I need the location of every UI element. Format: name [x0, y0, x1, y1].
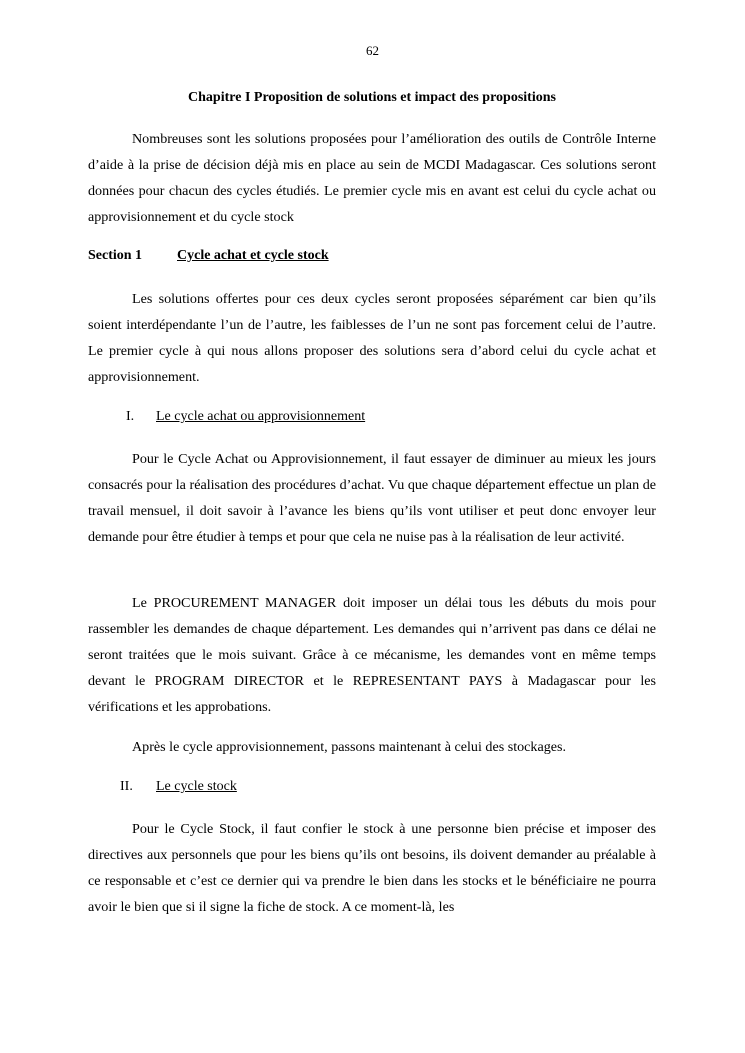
section-paragraph: Les solutions offertes pour ces deux cycles seront proposées séparément car bien qu’ils soient interdépendante l’un de l’autre, les faiblesses de l’un ne sont pas forcement celui de l’autre. Le premier cycle à qui nous allons proposer des solutions sera d’abord celui du cycle achat et approvisionnement. [88, 291, 656, 385]
section-heading [88, 247, 329, 265]
subsection-title: Le cycle achat ou approvisionnement [156, 409, 366, 424]
subsection-numeral: I. [126, 409, 135, 424]
paragraph-transition: Après le cycle approvisionnement, passons maintenant à celui des stockages. [132, 739, 567, 755]
subsection-heading-1 [126, 408, 366, 426]
subsection-heading-2 [120, 778, 237, 796]
paragraph-cycle-achat: Pour le Cycle Achat ou Approvisionnement, il faut essayer de diminuer au mieux les jours consacrés pour la réalisation des procédures d’achat. Vu que chaque département effectue un plan de travail mensuel, il doit savoir à l’avance les biens qu’ils vont utiliser et peut donc envoyer leur demande pour être étudier à temps et pour que cela ne nuise pas à la réalisation de leur activité. [88, 451, 656, 545]
chapter-title: Chapitre I Proposition de solutions et impact des propositions [188, 90, 556, 105]
section-title: Cycle achat et cycle stock [177, 248, 329, 263]
paragraph-procurement: Le PROCUREMENT MANAGER doit imposer un délai tous les débuts du mois pour rassembler les demandes de chaque département. Les demandes qui n’arrivent pas dans ce délai ne seront traitées que le mois suivant. Grâce à ce mécanisme, les demandes vont en même temps devant le PROGRAM DIRECTOR et le REPRESENTANT PAYS à Madagascar pour les vérifications et les approbations. [88, 595, 656, 715]
page-number: 62 [366, 43, 379, 58]
subsection-numeral: II. [120, 779, 133, 794]
paragraph-cycle-stock: Pour le Cycle Stock, il faut confier le stock à une personne bien précise et imposer des directives aux personnels que pour les biens qu’ils ont besoins, ils doivent demander au préalable à ce responsable et c’est ce dernier qui va prendre le bien dans les stocks et le bénéficiaire ne pourra avoir le bien que si il signe la fiche de stock. A ce moment-là, les [88, 821, 656, 915]
subsection-title: Le cycle stock [156, 779, 237, 794]
section-label: Section 1 [88, 248, 143, 263]
intro-paragraph: Nombreuses sont les solutions proposées pour l’amélioration des outils de Contrôle Interne d’aide à la prise de décision déjà mis en place au sein de MCDI Madagascar. Ces solutions seront données pour chacun des cycles étudiés. Le premier cycle mis en avant est celui du cycle achat ou approvisionnement et du cycle stock [88, 131, 656, 225]
